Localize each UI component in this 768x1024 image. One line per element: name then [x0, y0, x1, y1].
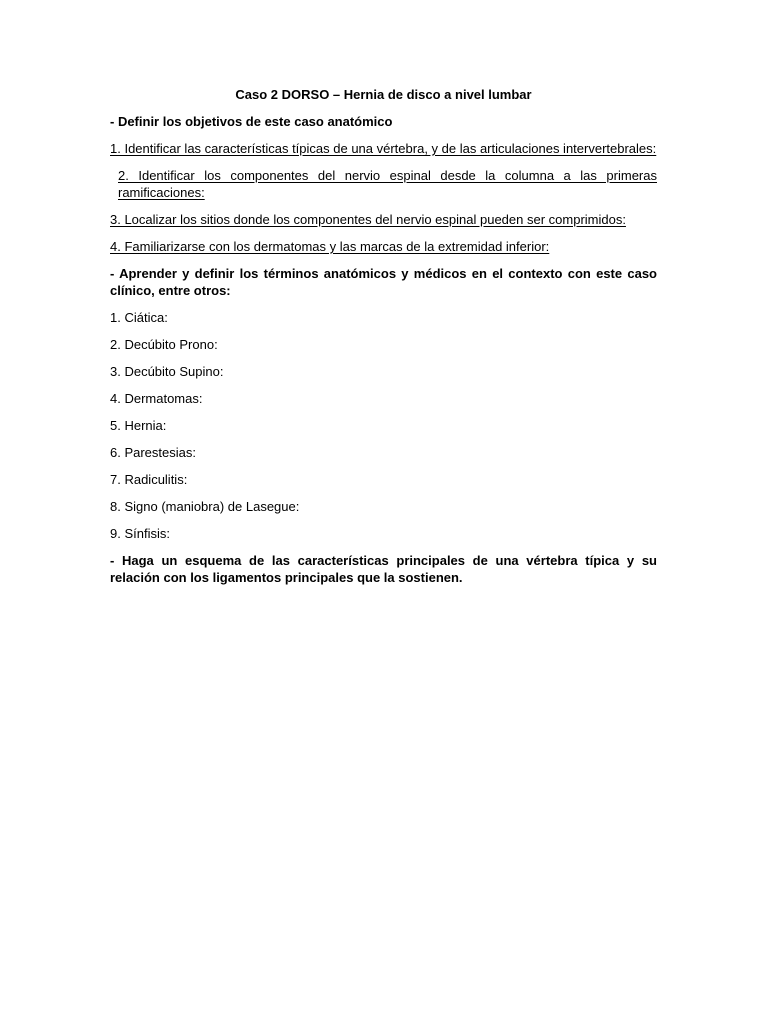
term-item: 3. Decúbito Supino:	[110, 364, 224, 379]
section-heading-terms: - Aprender y definir los términos anatómicos y médicos en el contexto con este caso clínico, entre otros:	[110, 266, 657, 298]
term-item: 1. Ciática:	[110, 310, 168, 325]
term-item: 9. Sínfisis:	[110, 526, 170, 541]
section-heading-objectives: - Definir los objetivos de este caso anatómico	[110, 114, 393, 129]
objective-3: 3. Localizar los sitios donde los componentes del nervio espinal pueden ser comprimidos:	[110, 212, 626, 227]
term-item: 6. Parestesias:	[110, 445, 196, 460]
objective-2: 2. Identificar los componentes del nervio espinal desde la columna a las primeras ramificaciones:	[118, 168, 657, 200]
term-item: 5. Hernia:	[110, 418, 167, 433]
section-heading-diagram: - Haga un esquema de las características principales de una vértebra típica y su relación con los ligamentos principales que la sostienen.	[110, 553, 657, 585]
term-item: 8. Signo (maniobra) de Lasegue:	[110, 499, 300, 514]
term-item: 2. Decúbito Prono:	[110, 337, 218, 352]
document-page	[110, 86, 657, 596]
term-item: 7. Radiculitis:	[110, 472, 188, 487]
term-item: 4. Dermatomas:	[110, 391, 203, 406]
objective-4: 4. Familiarizarse con los dermatomas y las marcas de la extremidad inferior:	[110, 239, 550, 254]
objective-1: 1. Identificar las características típicas de una vértebra, y de las articulaciones intervertebrales:	[110, 141, 657, 156]
document-title: Caso 2 DORSO – Hernia de disco a nivel lumbar	[235, 87, 532, 102]
